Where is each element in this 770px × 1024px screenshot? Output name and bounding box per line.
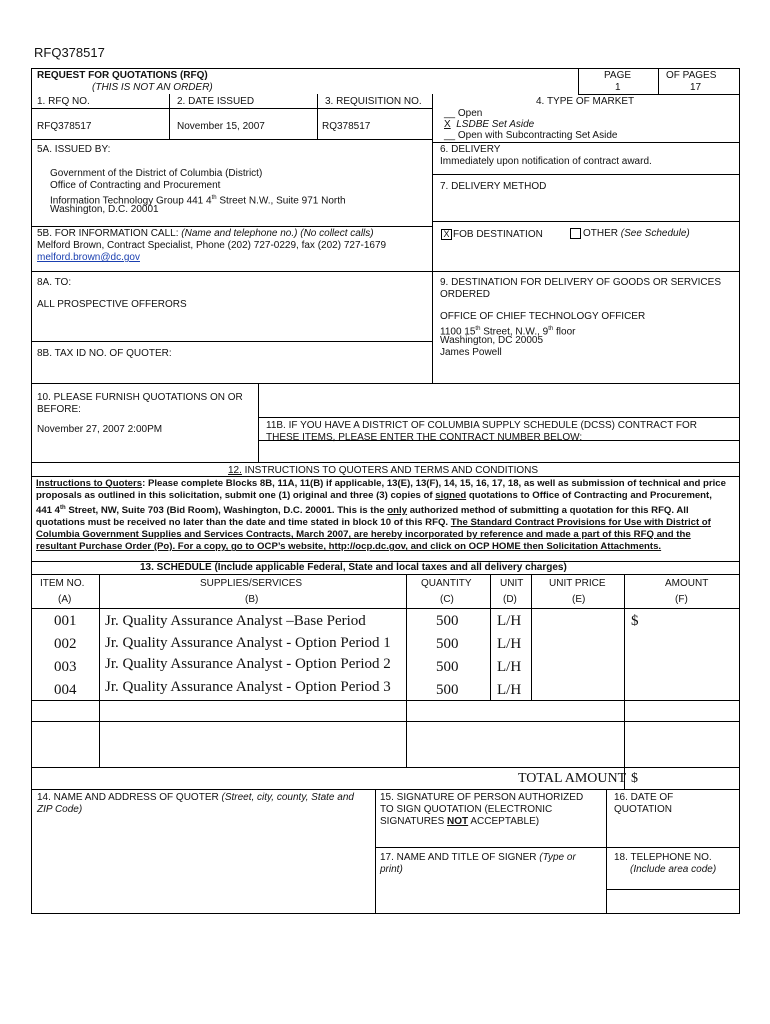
quoter-name-label: 14. NAME AND ADDRESS OF QUOTER (Street, city, county, State and [37,792,354,803]
row-unit: L/H [497,636,522,652]
destination-label-2: ORDERED [440,289,491,300]
quoter-name-label-2: ZIP Code) [37,804,83,815]
quote-due-value: November 27, 2007 2:00PM [37,424,163,435]
page-label: PAGE [604,70,632,81]
info-call-label: 5B. FOR INFORMATION CALL: (Name and telephone no.) (No collect calls) [37,228,374,239]
issued-by-line4: Washington, D.C. 20001 [50,204,159,215]
market-open: __ Open [444,108,483,119]
col-unit-price: UNIT PRICE [549,578,606,589]
row-qty: 500 [436,659,459,675]
other-label: OTHER (See Schedule) [583,228,690,239]
destination-line4: James Powell [440,347,502,358]
dcss-label-2: THESE ITEMS, PLEASE ENTER THE CONTRACT NUMBER BELOW: [266,432,583,443]
rfq-no-label: 1. RFQ NO. [37,96,90,107]
requisition-no-label: 3. REQUISITION NO. [325,96,422,107]
requisition-no-value: RQ378517 [322,121,371,132]
telephone-label: 18. TELEPHONE NO. [614,852,712,863]
of-pages-value: 17 [690,82,702,93]
page-value: 1 [615,82,621,93]
row-qty: 500 [436,682,459,698]
col-unit: UNIT [500,578,524,589]
col-quantity: QUANTITY [421,578,472,589]
issued-by-line1: Government of the District of Columbia (District) [50,168,263,179]
to-value: ALL PROSPECTIVE OFFERORS [37,299,187,310]
delivery-value: Immediately upon notification of contract award. [440,156,652,167]
schedule-heading: 13. SCHEDULE (Include applicable Federal, State and local taxes and all delivery charges) [140,562,567,573]
row-unit: L/H [497,682,522,698]
row-desc: Jr. Quality Assurance Analyst –Base Period [105,613,366,629]
total-amount-value[interactable]: $ [631,771,638,786]
signer-name-label: 17. NAME AND TITLE OF SIGNER (Type or [380,852,576,863]
dcss-label-1: 11B. IF YOU HAVE A DISTRICT OF COLUMBIA SUPPLY SCHEDULE (DCSS) CONTRACT FOR [266,420,698,431]
row-qty: 500 [436,636,459,652]
telephone-sublabel: (Include area code) [630,864,717,875]
destination-line1: OFFICE OF CHIEF TECHNOLOGY OFFICER [440,311,646,322]
contact-email-link[interactable]: melford.brown@dc.gov [37,252,140,263]
quotation-date-label-1: 16. DATE OF [614,792,674,803]
row-item: 004 [54,682,77,698]
total-amount-label: TOTAL AMOUNT [518,771,627,786]
row-qty: 500 [436,613,459,629]
col-unit-price-letter: (E) [572,594,586,605]
row-amount: $ [631,613,639,629]
date-issued-label: 2. DATE ISSUED [177,96,255,107]
form-title: REQUEST FOR QUOTATIONS (RFQ) [37,70,208,81]
delivery-method-label: 7. DELIVERY METHOD [440,181,547,192]
col-unit-letter: (D) [503,594,517,605]
col-amount-letter: (F) [675,594,688,605]
row-item: 003 [54,659,77,675]
signature-label-1: 15. SIGNATURE OF PERSON AUTHORIZED [380,792,584,803]
signer-name-label-2: print) [380,864,403,875]
of-pages-label: OF PAGES [666,70,717,81]
col-amount: AMOUNT [665,578,709,589]
market-type-label: 4. TYPE OF MARKET [536,96,635,107]
fob-destination-checkbox[interactable]: X [441,229,452,240]
other-checkbox[interactable] [570,228,581,239]
col-item-no: ITEM NO. [40,578,85,589]
destination-line3: Washington, DC 20005 [440,335,544,346]
issued-by-label: 5A. ISSUED BY: [37,144,111,155]
document-id: RFQ378517 [34,45,105,60]
quote-due-label-2: BEFORE: [37,404,81,415]
col-supplies: SUPPLIES/SERVICES [200,578,303,589]
quotation-date-label-2: QUOTATION [614,804,672,815]
delivery-label: 6. DELIVERY [440,144,501,155]
fob-destination-label: FOB DESTINATION [453,229,543,240]
destination-line2: 1100 15th Street, N.W., 9th floor [440,326,576,338]
row-item: 002 [54,636,77,652]
row-desc: Jr. Quality Assurance Analyst - Option Period 1 [105,635,391,651]
col-item-letter: (A) [58,594,72,605]
signature-label-3: SIGNATURES NOT ACCEPTABLE) [380,816,540,827]
tax-id-label: 8B. TAX ID NO. OF QUOTER: [37,348,172,359]
col-quantity-letter: (C) [440,594,454,605]
to-label: 8A. TO: [37,277,72,288]
col-supplies-letter: (B) [245,594,259,605]
row-desc: Jr. Quality Assurance Analyst - Option Period 2 [105,656,391,672]
destination-label-1: 9. DESTINATION FOR DELIVERY OF GOODS OR SERVICES [440,277,721,288]
issued-by-line3: Information Technology Group 441 4th Street N.W., Suite 971 North [50,195,346,207]
row-desc: Jr. Quality Assurance Analyst - Option Period 3 [105,679,391,695]
market-lsdbe: X LSDBE Set Aside [444,119,535,130]
date-issued-value: November 15, 2007 [177,121,265,132]
market-open-sub: __ Open with Subcontracting Set Aside [444,130,618,141]
signature-label-2: TO SIGN QUOTATION (ELECTRONIC [380,804,553,815]
issued-by-line2: Office of Contracting and Procurement [50,180,221,191]
rfq-no-value: RFQ378517 [37,121,92,132]
form-subtitle: (THIS IS NOT AN ORDER) [92,82,213,93]
instructions-heading: 12. INSTRUCTIONS TO QUOTERS AND TERMS AND CONDITIONS [228,465,539,476]
info-call-value: Melford Brown, Contract Specialist, Phone (202) 727-0229, fax (202) 727-1679 [37,240,387,251]
instructions-paragraph: Instructions to Quoters: Please complete Blocks 8B, 11A, 11(B) if applicable, 13(E), 13(F), 14, 15, 16, 17, 18, as well as submission of technical and price proposals as outlined in this solicitation, submit one (1) original and three (3) copies of signed quotations to Office of Contracting and Procurement, 441 4th Street, NW, Suite 703 (Bid Room), Washington, D.C. 20001. This is the only authorized method of submitting a quotation for this RFQ. All quotations must be received no later than the date and time stated in block 10 of this RFQ. The Standard Contract Provisions for Use with District of Columbia Government Supplies and Services Contracts, March 2007, are hereby incorporated by reference and made a part of this RFQ and the resultant Purchase Order (Po). For a copy, go to OCP’s website, http://ocp.dc.gov, and click on OCP HOME then Solicitation Attachments. [36,478,726,553]
row-item: 001 [54,613,77,629]
quote-due-label-1: 10. PLEASE FURNISH QUOTATIONS ON OR [37,392,243,403]
row-unit: L/H [497,613,522,629]
row-unit: L/H [497,659,522,675]
